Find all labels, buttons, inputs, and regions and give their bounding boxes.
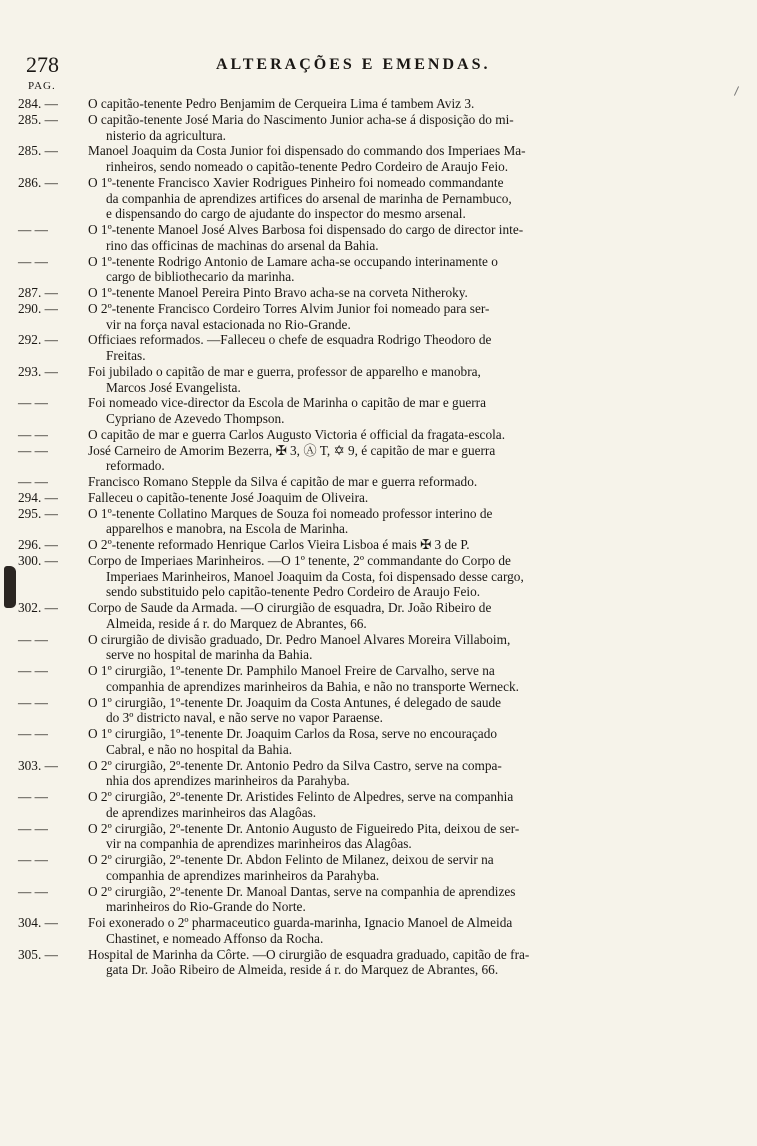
entry-page-ref: 300. — (18, 552, 58, 568)
entry-line: marinheiros do Rio-Grande do Norte. (106, 899, 306, 915)
entry-line: O cirurgião de divisão graduado, Dr. Pedro Manoel Alvares Moreira Villaboim, (88, 631, 511, 647)
entry-text (88, 726, 684, 758)
entry (18, 395, 684, 427)
entry-text (88, 443, 684, 475)
entry-text (88, 852, 684, 884)
entry-line: O capitão-tenente Pedro Benjamim de Cerqueira Lima é tambem Aviz 3. (88, 96, 475, 111)
entries-list (18, 96, 684, 978)
entry-line: apparelhos e manobra, na Escola de Marinha. (106, 521, 349, 537)
entry-line: companhia de aprendizes marinheiros da Bahia, e não no transporte Werneck. (106, 678, 519, 694)
entry-line: O capitão-tenente José Maria do Nascimento Junior acha-se á disposição do mi- (88, 111, 514, 127)
entry-page-ref: 285. — (18, 143, 58, 159)
entry-text (88, 947, 684, 979)
entry-text (88, 789, 684, 821)
entry-text (88, 915, 684, 947)
entry-text (88, 395, 684, 427)
entry-page-ref: 287. — (18, 285, 58, 300)
entry-line: O 2º-tenente Francisco Cordeiro Torres Alvim Junior foi nomeado para ser- (88, 300, 490, 316)
entry-line: nhia dos aprendizes marinheiros da Parahyba. (106, 773, 350, 789)
entry-page-ref: — — (18, 253, 48, 269)
entry-page-ref: — — (18, 883, 48, 899)
entry (18, 915, 684, 947)
entry-line: Marcos José Evangelista. (106, 379, 241, 395)
entry-page-ref: — — (18, 726, 48, 741)
entry-page-ref: — — (18, 663, 48, 678)
running-title: ALTERAÇÕES E EMENDAS. (216, 56, 491, 73)
entry-page-ref: 295. — (18, 505, 58, 521)
entry-text (88, 695, 684, 727)
entry-page-ref: 302. — (18, 600, 58, 615)
entry-line: Foi exonerado o 2º pharmaceutico guarda-marinha, Ignacio Manoel de Almeida (88, 915, 513, 930)
entry-text (88, 143, 684, 175)
entry-line: O 1º-tenente Manoel Pereira Pinto Bravo acha-se na corveta Nitheroky. (88, 285, 468, 300)
entry (18, 254, 684, 286)
entry-line: gata Dr. João Ribeiro de Almeida, reside á r. do Marquez de Abrantes, 66. (106, 962, 499, 978)
entry-line: Cabral, e não no hospital da Bahia. (106, 741, 293, 757)
entry-text (88, 663, 684, 695)
entry-line: Officiaes reformados. —Falleceu o chefe de esquadra Rodrigo Theodoro de (88, 332, 492, 348)
page-header (26, 52, 687, 78)
entry-text (88, 884, 684, 916)
entry (18, 726, 684, 758)
entry-page-ref: 290. — (18, 300, 58, 316)
entry-line: O capitão de mar e guerra Carlos Augusto Victoria é official da fragata-escola. (88, 426, 506, 442)
entry-line: Francisco Romano Stepple da Silva é capitão de mar e guerra reformado. (88, 474, 478, 489)
entry (18, 758, 684, 790)
entry-page-ref: 304. — (18, 915, 58, 930)
entry (18, 364, 684, 396)
entry (18, 821, 684, 853)
entry-line: companhia de aprendizes marinheiros da Parahyba. (106, 867, 380, 883)
entry-line: O 2º-tenente reformado Henrique Carlos Vieira Lisboa é mais ✠ 3 de P. (88, 537, 470, 552)
entry (18, 632, 684, 664)
entry-page-ref: 285. — (18, 111, 58, 127)
entry-line: serve no hospital de marinha da Bahia. (106, 647, 313, 663)
margin-ink-mark (4, 566, 16, 608)
entry-page-ref: — — (18, 442, 48, 458)
entry-text (88, 332, 684, 364)
entry-line: Imperiaes Marinheiros, Manoel Joaquim da Costa, foi dispensado desse cargo, (106, 568, 524, 584)
entry-line: rino das officinas de machinas do arsenal da Bahia. (106, 237, 379, 253)
entry (18, 663, 684, 695)
entry (18, 600, 684, 632)
entry-line: O 2º cirurgião, 2º-tenente Dr. Antonio Augusto de Figueiredo Pita, deixou de ser- (88, 820, 520, 836)
entry-line: Freitas. (106, 348, 146, 363)
entry (18, 143, 684, 175)
entry (18, 175, 684, 222)
entry-text (88, 821, 684, 853)
entry-page-ref: 305. — (18, 946, 58, 962)
entry (18, 947, 684, 979)
entry-line: da companhia de aprendizes artifices do arsenal de marinha de Pernambuco, (106, 190, 512, 206)
entry-line: de aprendizes marinheiros das Alagôas. (106, 804, 317, 820)
entry-line: Foi jubilado o capitão de mar e guerra, professor de apparelho e manobra, (88, 363, 481, 379)
entry (18, 884, 684, 916)
entry-line: Falleceu o capitão-tenente José Joaquim de Oliveira. (88, 489, 369, 505)
entry-page-ref: — — (18, 474, 48, 489)
entry-page-ref: — — (18, 789, 48, 804)
entry-text (88, 632, 684, 664)
entry-text (88, 301, 684, 333)
entry-text (88, 506, 684, 538)
entry-page-ref: 294. — (18, 489, 58, 505)
entry-page-ref: 293. — (18, 363, 58, 379)
entry-page-ref: — — (18, 631, 48, 647)
entry-page-ref: 286. — (18, 174, 58, 190)
entry-page-ref: — — (18, 426, 48, 442)
entry (18, 112, 684, 144)
entry-line: Corpo de Saude da Armada. —O cirurgião de esquadra, Dr. João Ribeiro de (88, 600, 492, 615)
entry-line: O 1º cirurgião, 1º-tenente Dr. Pamphilo Manoel Freire de Carvalho, serve na (88, 663, 495, 678)
entry-page-ref: — — (18, 395, 48, 411)
entry (18, 490, 684, 506)
entry (18, 427, 684, 443)
entry (18, 443, 684, 475)
entry-line: e dispensando do cargo de ajudante do inspector do mesmo arsenal. (106, 206, 466, 222)
entry (18, 789, 684, 821)
entry-line: vir na força naval estacionada no Rio-Grande. (106, 316, 351, 332)
entry-text (88, 364, 684, 396)
entry (18, 96, 684, 112)
entry-text (88, 537, 684, 553)
page-number: 278 (26, 52, 59, 77)
entry-text (88, 553, 684, 600)
entry-line: O 1º-tenente Collatino Marques de Souza foi nomeado professor interino de (88, 505, 493, 521)
entry-line: cargo de bibliothecario da marinha. (106, 269, 295, 285)
entry-page-ref: — — (18, 820, 48, 836)
entry-line: sendo substituido pelo capitão-tenente Pedro Cordeiro de Araujo Feio. (106, 584, 481, 600)
entry-text (88, 474, 684, 490)
entry-page-ref: 284. — (18, 96, 58, 111)
entry (18, 537, 684, 553)
entry-page-ref: 303. — (18, 757, 58, 773)
entry (18, 332, 684, 364)
corner-mark (734, 86, 739, 95)
entry-line: O 2º cirurgião, 2º-tenente Dr. Manoal Dantas, serve na companhia de aprendizes (88, 883, 516, 899)
entry-text (88, 222, 684, 254)
entry (18, 474, 684, 490)
entry-line: O 2º cirurgião, 2º-tenente Dr. Antonio Pedro da Silva Castro, serve na compa- (88, 757, 502, 773)
entry-line: O 2º cirurgião, 2º-tenente Dr. Aristides Felinto de Alpedres, serve na companhia (88, 789, 514, 804)
entry-line: Hospital de Marinha da Côrte. —O cirurgião de esquadra graduado, capitão de fra- (88, 946, 530, 962)
entry-text (88, 758, 684, 790)
entry-line: O 2º cirurgião, 2º-tenente Dr. Abdon Felinto de Milanez, deixou de servir na (88, 852, 494, 867)
entry-text (88, 96, 684, 112)
entry (18, 222, 684, 254)
entry-page-ref: — — (18, 222, 48, 237)
entry-text (88, 175, 684, 222)
entry-line: do 3º districto naval, e não serve no vapor Paraense. (106, 710, 383, 726)
entry-line: reformado. (106, 458, 165, 474)
entry-text (88, 112, 684, 144)
entry-text (88, 427, 684, 443)
entry (18, 695, 684, 727)
entry-line: rinheiros, sendo nomeado o capitão-tenente Pedro Cordeiro de Araujo Feio. (106, 159, 509, 174)
entry-page-ref: — — (18, 694, 48, 710)
entry-line: José Carneiro de Amorim Bezerra, ✠ 3, Ⓐ T, ✡ 9, é capitão de mar e guerra (88, 442, 496, 458)
entry-page-ref: 296. — (18, 537, 58, 552)
entry-line: O 1º-tenente Manoel José Alves Barbosa foi dispensado do cargo de director inte- (88, 222, 524, 237)
entry-text (88, 285, 684, 301)
entry (18, 506, 684, 538)
entry-page-ref: 292. — (18, 332, 58, 348)
entry-line: Cypriano de Azevedo Thompson. (106, 411, 285, 426)
entry-line: nisterio da agricultura. (106, 127, 226, 143)
entry (18, 852, 684, 884)
entry (18, 301, 684, 333)
entry (18, 285, 684, 301)
entry-text (88, 490, 684, 506)
entry-line: O 1º-tenente Francisco Xavier Rodrigues Pinheiro foi nomeado commandante (88, 174, 504, 190)
entry-line: O 1º cirurgião, 1º-tenente Dr. Joaquim Carlos da Rosa, serve no encouraçado (88, 726, 498, 741)
entry-page-ref: — — (18, 852, 48, 867)
entry-line: Corpo de Imperiaes Marinheiros. —O 1º tenente, 2º commandante do Corpo de (88, 552, 511, 568)
entry-line: Foi nomeado vice-director da Escola de Marinha o capitão de mar e guerra (88, 395, 486, 411)
entry-line: Almeida, reside á r. do Marquez de Abrantes, 66. (106, 615, 367, 631)
entry-line: O 1º-tenente Rodrigo Antonio de Lamare acha-se occupando interinamente o (88, 253, 498, 269)
entry-text (88, 600, 684, 632)
entry (18, 553, 684, 600)
entry-line: vir na companhia de aprendizes marinheiros das Alagôas. (106, 836, 412, 852)
entry-line: Chastinet, e nomeado Affonso da Rocha. (106, 930, 324, 946)
entry-line: O 1º cirurgião, 1º-tenente Dr. Joaquim da Costa Antunes, é delegado de saude (88, 694, 502, 710)
entry-text (88, 254, 684, 286)
entry-line: Manoel Joaquim da Costa Junior foi dispensado do commando dos Imperiaes Ma- (88, 143, 526, 159)
pag-column-label: PAG. (28, 80, 56, 92)
